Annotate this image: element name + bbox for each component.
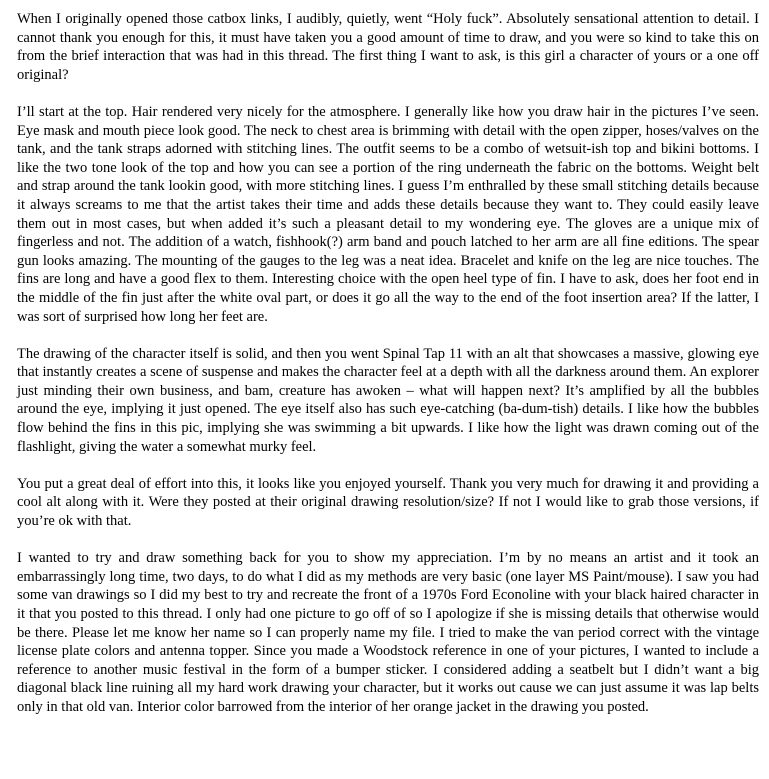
paragraph-3: The drawing of the character itself is solid, and then you went Spinal Tap 11 with an alt that showcases a massive, glowing eye that instantly creates a scene of suspense and makes the character feel at a depth with all the darkness around them. An explorer just minding their own business, and bam, creature has awoken – what will happen next? It’s amplified by all the bubbles around the eye, implying it just opened. The eye itself also has such eye-catching (ba-dum-tish) details. I like how the bubbles flow behind the fins in this pic, implying she was swimming a bit upwards. I like how the light was drawn coming out of the flashlight, giving the water a somewhat murky feel. bbox=[17, 345, 759, 455]
paragraph-1: When I originally opened those catbox links, I audibly, quietly, went “Holy fuck”. Absolutely sensational attention to detail. I cannot thank you enough for this, it must have taken you a good amount of time to draw, and you were so kind to take this on from the brief interaction that was had in this thread. The first thing I want to ask, is this girl a character of yours or a one off original? bbox=[17, 11, 759, 83]
paragraph-2: I’ll start at the top. Hair rendered very nicely for the atmosphere. I generally like how you draw hair in the pictures I’ve seen. Eye mask and mouth piece look good. The neck to chest area is brimming with detail with the open zipper, hoses/valves on the tank, and the tank straps adorned with stitching lines. The outfit seems to be a combo of wetsuit-ish top and bikini bottoms. I like the two tone look of the top and how you can see a portion of the ring underneath the fabric on the bottoms. Weight belt and strap around the tank lookin good, with more stitching lines. I guess I’m enthralled by these small stitching details because it always screams to me that the artist takes their time and adds these details because they want to. They could easily leave them out in most cases, but when added it’s such a pleasant detail to my wondering eye. The gloves are a unique mix of fingerless and not. The addition of a watch, fishhook(?) arm band and pouch latched to her arm are all fine editions. The spear gun looks amazing. The mounting of the gauges to the leg was a neat idea. Bracelet and knife on the leg are nice touches. The fins are long and have a good flex to them. Interesting choice with the open heel type of fin. I have to ask, does her foot end in the middle of the fin just after the white oval part, or does it go all the way to the end of the foot insertion area? If the latter, I was sort of surprised how long her feet are. bbox=[17, 103, 759, 325]
paragraph-4: You put a great deal of effort into this, it looks like you enjoyed yourself. Thank you very much for drawing it and providing a cool alt along with it. Were they posted at their original drawing resolution/size? If not I would like to grab those versions, if you’re ok with that. bbox=[17, 475, 759, 530]
paragraph-5: I wanted to try and draw something back for you to show my appreciation. I’m by no means an artist and it took an embarrassingly long time, two days, to do what I did as my methods are very basic (one layer MS Paint/mouse). I saw you had some van drawings so I did my best to try and recreate the front of a 1970s Ford Econoline with your black haired character in it that you posted to this thread. I only had one picture to go off of so I apologize if she is missing details that otherwise would be there. Please let me know her name so I can properly name my file. I tried to make the van period correct with the vintage license plate colors and antenna topper. Since you made a Woodstock reference in one of your pictures, I wanted to include a reference to another music festival in the form of a bumper sticker. I considered adding a seatbelt but I didn’t want a big diagonal black line ruining all my hard work drawing your character, but it works out cause we can just assume it was lap belts only in that old van. Interior color barrowed from the interior of her orange jacket in the drawing you posted. bbox=[17, 550, 759, 715]
